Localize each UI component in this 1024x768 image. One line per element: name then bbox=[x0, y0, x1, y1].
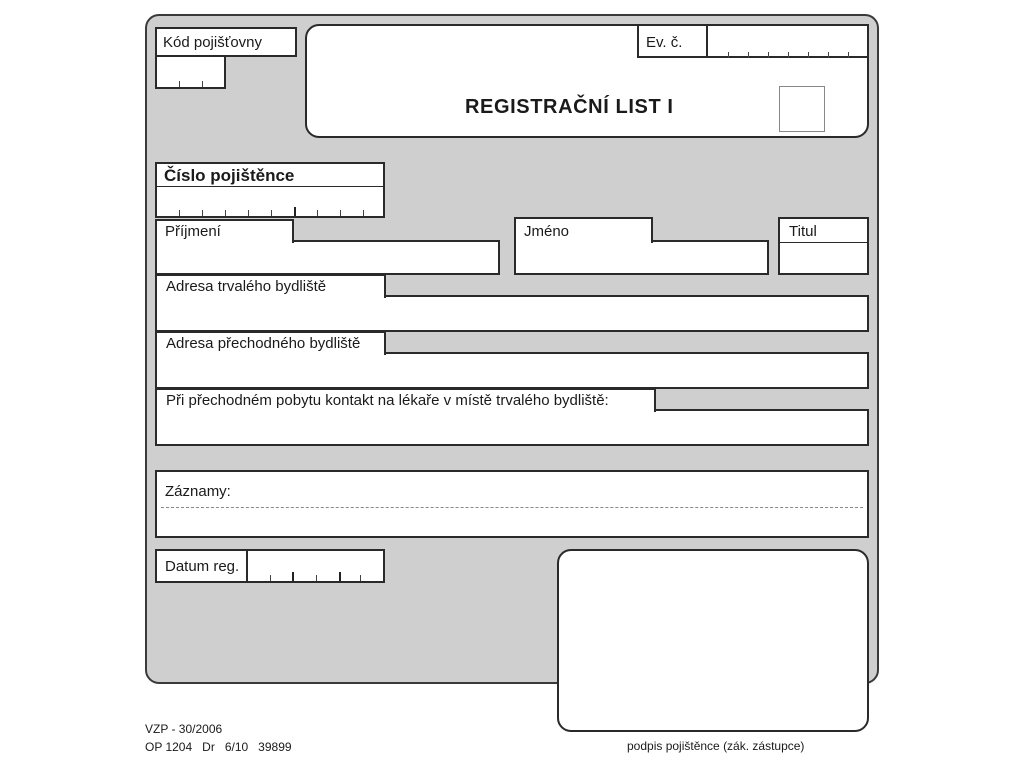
tick-mark bbox=[248, 210, 249, 216]
dashed-separator bbox=[161, 507, 863, 508]
cislo-pojistence-label: Číslo pojištěnce bbox=[164, 166, 295, 185]
tick-mark bbox=[292, 572, 294, 581]
ev-c-box bbox=[637, 24, 869, 58]
tick-mark bbox=[179, 81, 180, 87]
kontakt-lekare-label-tab bbox=[155, 388, 656, 412]
adresa-trvaleho-field[interactable] bbox=[155, 295, 869, 332]
tick-mark bbox=[317, 210, 318, 216]
signature-caption: podpis pojištěnce (zák. zástupce) bbox=[627, 739, 805, 753]
kod-pojistovny-field[interactable] bbox=[155, 55, 226, 89]
tick-mark bbox=[848, 52, 849, 58]
kontakt-lekare-field[interactable] bbox=[155, 409, 869, 446]
kontakt-lekare-label: Při přechodném pobytu kontakt na lékaře v místě trvalého bydliště: bbox=[166, 392, 609, 409]
ev-c-label: Ev. č. bbox=[646, 34, 683, 51]
signature-box[interactable] bbox=[557, 549, 869, 732]
tick-mark bbox=[788, 52, 789, 58]
tick-mark bbox=[225, 210, 226, 216]
tick-mark bbox=[202, 81, 203, 87]
prijmeni-label: Příjmení bbox=[165, 223, 221, 240]
form-code-line2: OP 1204 Dr 6/10 39899 bbox=[145, 740, 292, 754]
tick-mark bbox=[270, 575, 271, 581]
adresa-trvaleho-label: Adresa trvalého bydliště bbox=[166, 278, 327, 295]
zaznamy-box[interactable] bbox=[155, 470, 869, 538]
tick-mark bbox=[294, 207, 296, 216]
stamp-square[interactable] bbox=[779, 86, 825, 132]
jmeno-field[interactable] bbox=[514, 240, 769, 275]
adresa-prechodneho-label: Adresa přechodného bydliště bbox=[166, 335, 361, 352]
titul-label: Titul bbox=[789, 223, 817, 240]
prijmeni-label-tab bbox=[155, 219, 294, 243]
cislo-pojistence-field[interactable] bbox=[157, 187, 383, 216]
kod-pojistovny-label: Kód pojišťovny bbox=[163, 34, 263, 51]
tick-mark bbox=[179, 210, 180, 216]
tick-mark bbox=[363, 210, 364, 216]
prijmeni-field[interactable] bbox=[155, 240, 500, 275]
tick-mark bbox=[271, 210, 272, 216]
jmeno-label: Jméno bbox=[524, 223, 570, 240]
datum-reg-field[interactable] bbox=[248, 551, 383, 581]
datum-reg-label: Datum reg. bbox=[165, 558, 240, 575]
tick-mark bbox=[360, 575, 361, 581]
form-title: REGISTRAČNÍ LIST I bbox=[465, 96, 674, 118]
tick-mark bbox=[768, 52, 769, 58]
kod-pojistovny-label-box bbox=[155, 27, 297, 57]
tick-mark bbox=[340, 210, 341, 216]
datum-reg-box bbox=[155, 549, 385, 583]
form-code-line1: VZP - 30/2006 bbox=[145, 722, 223, 736]
jmeno-label-tab bbox=[514, 217, 653, 243]
zaznamy-label: Záznamy: bbox=[165, 483, 231, 500]
tick-mark bbox=[828, 52, 829, 58]
cislo-pojistence-box bbox=[155, 162, 385, 218]
tick-mark bbox=[339, 572, 341, 581]
tick-mark bbox=[728, 52, 729, 58]
tick-mark bbox=[808, 52, 809, 58]
tick-mark bbox=[316, 575, 317, 581]
tick-mark bbox=[748, 52, 749, 58]
ev-c-field[interactable] bbox=[708, 26, 867, 58]
titul-field[interactable] bbox=[780, 243, 867, 273]
tick-mark bbox=[202, 210, 203, 216]
titul-box bbox=[778, 217, 869, 275]
adresa-prechodneho-label-tab bbox=[155, 331, 386, 355]
adresa-prechodneho-field[interactable] bbox=[155, 352, 869, 389]
adresa-trvaleho-label-tab bbox=[155, 274, 386, 298]
